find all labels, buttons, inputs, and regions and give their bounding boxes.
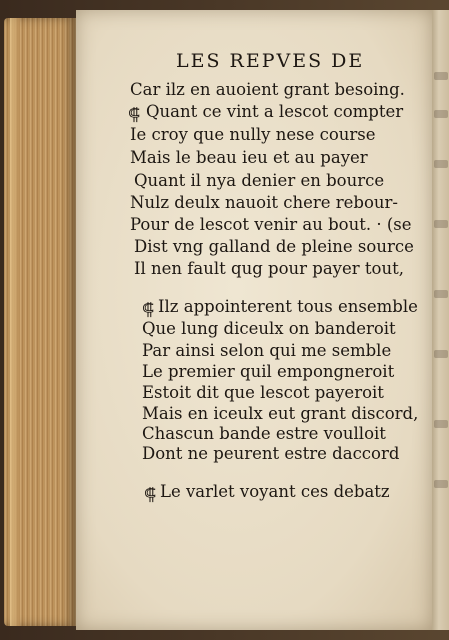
running-head: LES REPVES DE xyxy=(176,50,365,72)
book-fore-edge xyxy=(4,18,76,626)
page-text xyxy=(76,10,432,630)
verse-line: Il nen fault qug pour payer tout, xyxy=(134,259,404,278)
verse-line: Nulz deulx nauoit chere rebour- xyxy=(130,193,399,212)
pilcrow-icon: ⸿ xyxy=(144,485,157,505)
verse-line: Mais le beau ieu et au payer xyxy=(130,148,368,167)
verse-line: Quant il nya denier en bource xyxy=(134,171,385,190)
verse-line: Que lung diceulx on banderoit xyxy=(142,319,396,338)
verse-line: Mais en iceulx eut grant discord, xyxy=(142,404,419,423)
verse-line: Dist vng galland de pleine source xyxy=(134,237,414,256)
verse-line: Estoit dit que lescot payeroit xyxy=(142,383,384,402)
book-page xyxy=(76,10,432,630)
verse-line: Par ainsi selon qui me semble xyxy=(142,341,392,360)
verse-line: Pour de lescot venir au bout. · (se xyxy=(130,215,412,234)
pilcrow-icon: ⸿ xyxy=(142,300,155,320)
verse-line: Le premier quil empongneroit xyxy=(142,362,395,381)
facing-page-edge xyxy=(432,10,449,630)
verse-line: Dont ne peurent estre daccord xyxy=(142,444,400,463)
verse-line: Ilz appointerent tous ensemble xyxy=(158,297,418,316)
verse-line: Quant ce vint a lescot compter xyxy=(146,102,404,121)
verse-line: Car ilz en auoient grant besoing. xyxy=(130,80,405,99)
verse-line: Chascun bande estre voulloit xyxy=(142,424,386,443)
verse-line: Le varlet voyant ces debatz xyxy=(160,482,390,501)
pilcrow-icon: ⸿ xyxy=(128,105,141,125)
verse-line: Ie croy que nully nese course xyxy=(130,125,376,144)
